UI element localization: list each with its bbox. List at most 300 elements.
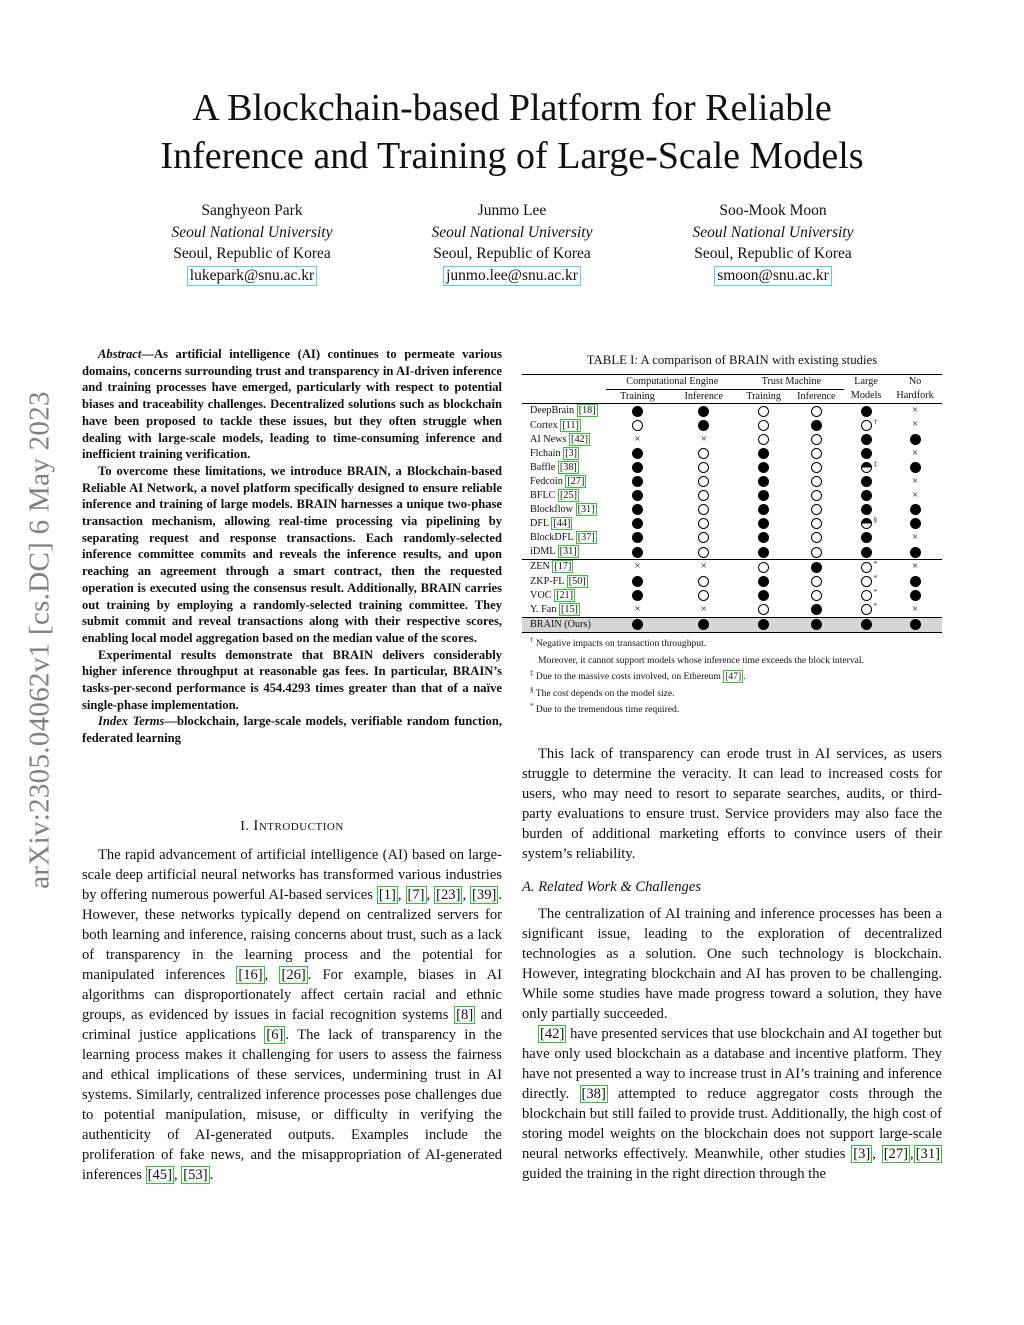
author-email-link[interactable]: junmo.lee@snu.ac.kr xyxy=(443,266,581,286)
table-cell xyxy=(844,560,888,575)
table-cell xyxy=(606,603,669,618)
table-cell xyxy=(606,489,669,503)
table-cell xyxy=(789,446,844,460)
citation-link[interactable]: [53] xyxy=(183,1167,208,1183)
full-circle-icon xyxy=(861,448,872,459)
empty-circle-icon xyxy=(758,406,769,417)
table-cell xyxy=(888,531,942,545)
full-circle-icon xyxy=(861,406,872,417)
citation-link[interactable]: [38] xyxy=(559,461,577,473)
table-cell xyxy=(844,545,888,560)
full-circle-icon xyxy=(632,518,643,529)
table-cell xyxy=(789,503,844,517)
footnote xyxy=(530,700,942,717)
citation-link[interactable]: [38] xyxy=(581,1086,606,1102)
section-title: Introduction xyxy=(253,818,344,834)
study-name xyxy=(522,603,606,618)
empty-circle-icon xyxy=(698,590,709,601)
cross-mark: × xyxy=(634,602,641,615)
table-cell xyxy=(606,404,669,419)
study-name xyxy=(522,475,606,489)
table-cell xyxy=(739,574,789,588)
table-cell xyxy=(606,461,669,475)
table-cell xyxy=(844,574,888,588)
table-cell xyxy=(669,560,739,575)
table-cell xyxy=(606,560,669,575)
study-name xyxy=(522,574,606,588)
study-name xyxy=(522,461,606,475)
study-name xyxy=(522,588,606,602)
cross-mark: × xyxy=(911,560,919,573)
full-circle-icon xyxy=(861,532,872,543)
citation-link[interactable]: [27] xyxy=(567,475,585,487)
table-cell xyxy=(669,446,739,460)
table-cell xyxy=(789,432,844,446)
table-cell xyxy=(888,517,942,531)
table-cell xyxy=(789,517,844,531)
citation-link[interactable]: [45] xyxy=(147,1167,172,1183)
abstract-label: Abstract xyxy=(98,347,142,361)
table-cell xyxy=(606,432,669,446)
table-row xyxy=(522,560,942,575)
table-row xyxy=(522,461,942,475)
table-cell xyxy=(789,489,844,503)
author-block-1 xyxy=(137,200,367,286)
author-location: Seoul, Republic of Korea xyxy=(433,245,591,262)
citation-link[interactable]: [3] xyxy=(853,1146,871,1162)
table-cell xyxy=(606,418,669,432)
table-cell xyxy=(739,418,789,432)
cross-mark: × xyxy=(911,446,919,459)
citation-link[interactable]: [37] xyxy=(577,532,595,544)
table-cell xyxy=(789,617,844,632)
empty-circle-icon xyxy=(811,590,822,601)
footnote-mark: * xyxy=(873,559,878,568)
table-footnotes xyxy=(530,634,942,717)
text-run: . xyxy=(209,1167,214,1183)
cross-mark: × xyxy=(700,432,707,445)
citation-link[interactable]: [42] xyxy=(571,433,589,445)
table-cell xyxy=(669,517,739,531)
citation-link[interactable]: [15] xyxy=(560,603,578,615)
table-cell xyxy=(844,588,888,602)
table-cell xyxy=(739,517,789,531)
abstract-p3: Experimental results demonstrate that BRAIN delivers considerably higher inference throughput at reasonable gas fees. In particular, BRAIN’s tasks-per-second performance is 454.4293 times greater than that of a naïve single-phase implementation. xyxy=(82,647,502,712)
study-label: ZKP-FL xyxy=(530,575,567,587)
footnote-mark: ‡ xyxy=(530,669,534,678)
text-run: have presented services that use blockchain and AI together but have only used blockchain as a database and incentive platform. They have not presented a way to increase trust in AI’s training and inference directly. xyxy=(522,1026,942,1102)
related-work-paragraph-2 xyxy=(522,1024,942,1184)
index-terms: blockchain, large-scale models, verifiable random function, federated learning xyxy=(82,714,502,746)
footnote-text: Negative impacts on transaction throughput. xyxy=(533,638,707,650)
author-block-2 xyxy=(397,200,627,286)
study-label: Baffle xyxy=(530,461,558,473)
citation-link[interactable]: [31] xyxy=(915,1146,940,1162)
study-name xyxy=(522,446,606,460)
table-row xyxy=(522,418,942,432)
footnote xyxy=(530,651,942,668)
subheader-training: Training xyxy=(606,389,669,404)
citation-link[interactable]: [3] xyxy=(565,447,577,459)
citation-link[interactable]: [7] xyxy=(407,887,425,903)
table-cell xyxy=(669,489,739,503)
table-cell xyxy=(888,461,942,475)
study-label: BFLC xyxy=(530,490,559,501)
study-name xyxy=(522,531,606,545)
full-circle-icon xyxy=(632,576,643,587)
full-circle-icon xyxy=(698,406,709,417)
empty-circle-icon xyxy=(811,462,822,473)
footnote-mark: ‡ xyxy=(873,459,878,468)
empty-circle-icon xyxy=(811,532,822,543)
table-row xyxy=(522,503,942,517)
empty-circle-icon xyxy=(861,573,878,587)
full-circle-icon xyxy=(758,518,769,529)
text-run: . For example, biases in AI algorithms can disproportionately affect certain racial and ethnic groups, as evidenced by issues in facial recognition systems xyxy=(82,967,503,1023)
cross-mark: × xyxy=(911,418,919,431)
study-name xyxy=(522,404,606,419)
half-circle-icon xyxy=(861,516,878,529)
cross-mark: × xyxy=(634,560,641,573)
table-cell xyxy=(739,432,789,446)
table-row xyxy=(522,517,942,531)
empty-circle-icon xyxy=(811,476,822,487)
footnote-mark: * xyxy=(873,587,878,596)
empty-circle-icon xyxy=(632,420,643,431)
full-circle-icon xyxy=(910,547,921,558)
study-name xyxy=(522,432,606,446)
study-label: DFL xyxy=(530,518,552,530)
text-run: attempted to reduce aggregator costs through the blockchain but still failed to provide trust. Additionally, the high cost of storing model weights on the blockchain does not support large-scale neural networks effectively. Meanwhile, other studies xyxy=(522,1086,942,1162)
citation-link[interactable]: [39] xyxy=(472,887,497,903)
study-name xyxy=(522,489,606,503)
table-cell xyxy=(789,418,844,432)
footnote-mark: § xyxy=(530,685,534,694)
full-circle-icon xyxy=(632,476,643,487)
citation-link[interactable]: [31] xyxy=(577,504,595,516)
full-circle-icon xyxy=(632,619,643,630)
table-row xyxy=(522,574,942,588)
table-cell xyxy=(888,432,942,446)
text-run: The rapid advancement of artificial intelligence (AI) based on large-scale deep artificial neural networks has transformed various industries by offering numerous powerful AI-based services xyxy=(82,847,502,903)
table-cell xyxy=(888,560,942,575)
text-run: guided the training in the right direction through the xyxy=(522,1166,826,1182)
table-row xyxy=(522,432,942,446)
full-circle-icon xyxy=(861,547,872,558)
header-models: Models xyxy=(850,390,882,402)
empty-circle-icon xyxy=(698,532,709,543)
study-name xyxy=(522,418,606,432)
table-row-ours xyxy=(522,617,942,632)
table-cell xyxy=(888,574,942,588)
full-circle-icon xyxy=(758,504,769,515)
empty-circle-icon xyxy=(811,406,822,417)
table-cell xyxy=(739,560,789,575)
study-label: Cortex xyxy=(530,419,561,431)
header-computational-engine: Computational Engine xyxy=(606,375,739,390)
table-cell xyxy=(844,517,888,531)
abstract-p1: As artificial intelligence (AI) continues to permeate various domains, concerns surrounding trust and transparency in AI-driven inference and training processes have emerged, particularly with respect to potential biases and traceability challenges. Decentralized solutions such as blockchain have been proposed to tackle these issues, but they often struggle when dealing with large-scale models, leading to time-consuming inference and inefficient training verification. xyxy=(82,347,502,462)
author-affiliation: Seoul National University xyxy=(692,223,854,241)
study-name xyxy=(522,503,606,517)
abstract: Abstract—As artificial intelligence (AI) continues to permeate various domains, concerns surrounding trust and transparency in AI-driven inference and training processes have emerged, particularly with respect to potential biases and traceability challenges. Decentralized solutions such as blockchain have been proposed to tackle these issues, but they often struggle when dealing with large-scale models, leading to time-consuming inference and inefficient training verification. To overcome these limitations, we introduce BRAIN, a Blockchain-based Reliable AI Network, a novel platform specifically designed to ensure reliable inference and training of large models. BRAIN harnesses a unique two-phase transaction mechanism, allowing real-time processing via pipelining by separating request and response transactions. Each randomly-selected inference committee commits and reveals the inference results, and upon reaching an agreement through a smart contract, then the requested operation is executed using the consensus result. Additionally, BRAIN carries out training by employing a randomly-selected training committee. They submit commit and reveal transactions along with their respective scores, enabling local model aggregation based on the median value of the scores. Experimental results demonstrate that BRAIN delivers considerably higher inference throughput at reasonable gas fees. In particular, BRAIN’s tasks-per-second performance is 454.4293 times greater than that of a naïve single-phase implementation. Index Terms—blockchain, large-scale models, verifiable random function, federated learning xyxy=(82,347,502,746)
table-row xyxy=(522,603,942,618)
table-cell xyxy=(606,446,669,460)
section-number: I. xyxy=(240,819,250,834)
full-circle-icon xyxy=(632,590,643,601)
table-cell xyxy=(789,531,844,545)
index-terms-label: Index Terms xyxy=(98,714,165,729)
table-caption: TABLE I: A comparison of BRAIN with existing studies xyxy=(586,353,878,367)
arxiv-id: arXiv:2305.04062v1 [cs.DC] 6 May 2023 xyxy=(23,391,56,889)
full-circle-icon xyxy=(811,619,822,630)
citation-link[interactable]: [16] xyxy=(238,967,263,983)
study-name: BRAIN (Ours) xyxy=(522,617,606,632)
citation-link[interactable]: [27] xyxy=(883,1146,909,1162)
arxiv-watermark xyxy=(20,350,60,930)
table-cell xyxy=(606,617,669,632)
footnote-text: . xyxy=(743,671,746,683)
author-block-3 xyxy=(658,200,888,286)
study-label: Y. Fan xyxy=(530,603,559,615)
table-cell xyxy=(739,404,789,419)
empty-circle-icon xyxy=(811,576,822,587)
table-cell xyxy=(606,517,669,531)
empty-circle-icon xyxy=(698,518,709,529)
table-cell xyxy=(669,461,739,475)
subheader-training: Training xyxy=(739,389,789,404)
full-circle-icon xyxy=(632,547,643,558)
table-cell xyxy=(888,603,942,618)
header-large: Large xyxy=(844,375,888,390)
citation-link[interactable]: [21] xyxy=(556,589,574,601)
footnote xyxy=(530,667,942,684)
table-row xyxy=(522,588,942,602)
full-circle-icon xyxy=(758,462,769,473)
text-run: , xyxy=(173,1167,182,1183)
table-row xyxy=(522,489,942,503)
footnote-mark: † xyxy=(530,636,534,644)
empty-circle-icon xyxy=(698,547,709,558)
table-row xyxy=(522,545,942,560)
table-cell xyxy=(888,404,942,419)
empty-circle-icon xyxy=(811,518,822,529)
table-cell xyxy=(669,603,739,618)
cross-mark: × xyxy=(634,432,641,445)
table-cell xyxy=(669,475,739,489)
empty-circle-icon xyxy=(861,601,878,615)
full-circle-icon xyxy=(698,420,709,431)
table-cell xyxy=(888,489,942,503)
empty-circle-icon xyxy=(758,420,769,431)
text-run: and criminal justice applications xyxy=(82,1007,502,1043)
table-cell xyxy=(739,446,789,460)
table-cell xyxy=(789,404,844,419)
full-circle-icon xyxy=(811,420,822,431)
text-run: . The lack of transparency in the learning process makes it challenging for users to assess the fairness and ethical implications of these services, undermining trust in AI systems. Similarly, centralized inference processes pose challenges due to potential manipulation, misuse, or difficulty in verifying the authenticity of AI-generated outputs. Examples include the proliferation of fake news, and the misappropriation of AI-generated inferences xyxy=(82,1027,502,1183)
table-cell xyxy=(844,475,888,489)
full-circle-icon xyxy=(811,604,822,615)
table-cell xyxy=(669,574,739,588)
empty-circle-icon xyxy=(811,504,822,515)
citation-link[interactable]: [11] xyxy=(562,419,579,431)
citation-link[interactable]: [31] xyxy=(559,546,577,558)
table-cell xyxy=(888,545,942,560)
table-cell xyxy=(669,617,739,632)
table-cell xyxy=(669,418,739,432)
citation-link[interactable]: [26] xyxy=(281,967,306,983)
text-run: , xyxy=(462,887,471,903)
subheader-inference: Inference xyxy=(669,389,739,404)
empty-circle-icon xyxy=(698,476,709,487)
left-column-body xyxy=(82,816,502,1185)
empty-circle-icon xyxy=(811,448,822,459)
full-circle-icon xyxy=(910,434,921,445)
paper-title xyxy=(0,84,1024,180)
table-cell xyxy=(844,489,888,503)
footnote xyxy=(530,684,942,701)
study-label: VOC xyxy=(530,589,555,601)
table-cell xyxy=(789,560,844,575)
author-name: Sanghyeon Park xyxy=(201,202,303,219)
author-affiliation: Seoul National University xyxy=(431,223,593,241)
text-run: . However, these networks typically depend on centralized servers for both learning and inference, raising concerns about trust, such as a lack of transparency in the learning process and the potential for manipulated inferences xyxy=(82,887,503,983)
table-cell xyxy=(888,617,942,632)
full-circle-icon xyxy=(758,476,769,487)
study-label: ZEN xyxy=(530,561,553,573)
full-circle-icon xyxy=(632,406,643,417)
study-name xyxy=(522,517,606,531)
table-cell xyxy=(739,545,789,560)
full-circle-icon xyxy=(861,619,872,630)
footnote-mark: * xyxy=(873,601,878,610)
citation-link[interactable]: [8] xyxy=(456,1007,474,1023)
full-circle-icon xyxy=(632,490,643,501)
citation-link[interactable]: [23] xyxy=(436,887,461,903)
study-label: Blockflow xyxy=(530,504,576,516)
cross-mark: × xyxy=(911,602,919,615)
abstract-p2: To overcome these limitations, we introduce BRAIN, a Blockchain-based Reliable AI Network, a novel platform specifically designed to ensure reliable inference and training of large models. BRAIN harnesses a unique two-phase transaction mechanism, allowing real-time processing via pipelining by separating request and response transactions. Each randomly-selected inference committee commits and reveals the inference results, and upon reaching an agreement through a smart contract, then the requested operation is executed using the consensus result. Additionally, BRAIN carries out training by employing a randomly-selected training committee. They submit commit and reveal transactions along with their respective scores, enabling local model aggregation based on the median value of the scores. xyxy=(82,463,502,645)
full-circle-icon xyxy=(910,619,921,630)
citation-link[interactable]: [44] xyxy=(553,518,571,530)
study-label: DeepBrain xyxy=(530,405,577,417)
author-affiliation: Seoul National University xyxy=(171,223,333,241)
table-cell xyxy=(888,588,942,602)
citation-link[interactable]: [17] xyxy=(554,561,572,573)
author-email-link[interactable]: lukepark@snu.ac.kr xyxy=(187,266,317,286)
half-circle-icon xyxy=(861,459,878,473)
citation-link[interactable]: [50] xyxy=(568,575,586,587)
full-circle-icon xyxy=(632,462,643,473)
full-circle-icon xyxy=(698,619,709,630)
footnote-text: Moreover, it cannot support models whose inference time exceeds the block interval. xyxy=(538,654,864,666)
empty-circle-icon xyxy=(811,434,822,445)
table-cell xyxy=(844,404,888,419)
study-name xyxy=(522,560,606,575)
empty-circle-icon xyxy=(698,448,709,459)
full-circle-icon xyxy=(758,576,769,587)
empty-circle-icon xyxy=(758,562,769,573)
citation-link[interactable]: [42] xyxy=(540,1026,565,1042)
empty-circle-icon xyxy=(758,434,769,445)
section-heading-intro xyxy=(82,816,502,837)
table-cell xyxy=(844,418,888,432)
empty-circle-icon xyxy=(698,462,709,473)
empty-circle-icon xyxy=(861,559,878,573)
empty-circle-icon xyxy=(861,417,878,431)
table-cell xyxy=(669,588,739,602)
table-cell xyxy=(606,503,669,517)
table-cell xyxy=(739,603,789,618)
study-label: iDML xyxy=(530,546,558,558)
table-cell xyxy=(606,545,669,560)
footnote-mark: * xyxy=(873,573,878,582)
cross-mark: × xyxy=(700,602,707,615)
table-cell xyxy=(606,531,669,545)
table-cell xyxy=(669,503,739,517)
empty-circle-icon xyxy=(811,490,822,501)
table-cell xyxy=(888,418,942,432)
table-cell xyxy=(844,503,888,517)
cross-mark: × xyxy=(911,488,919,501)
citation-link[interactable]: [18] xyxy=(578,405,596,417)
full-circle-icon xyxy=(632,532,643,543)
citation-link[interactable]: [1] xyxy=(378,887,396,903)
table-row xyxy=(522,531,942,545)
cross-mark: × xyxy=(700,560,707,573)
table-cell xyxy=(669,545,739,560)
full-circle-icon xyxy=(632,448,643,459)
full-circle-icon xyxy=(910,590,921,601)
table-cell xyxy=(789,461,844,475)
table-cell xyxy=(844,603,888,618)
table-cell xyxy=(789,588,844,602)
author-location: Seoul, Republic of Korea xyxy=(694,245,852,262)
full-circle-icon xyxy=(632,504,643,515)
table-cell xyxy=(789,603,844,618)
full-circle-icon xyxy=(861,434,872,445)
table-cell xyxy=(669,404,739,419)
footnote-text: Due to the tremendous time required. xyxy=(533,704,680,716)
table-row xyxy=(522,404,942,419)
full-circle-icon xyxy=(811,562,822,573)
author-email-link[interactable]: smoon@snu.ac.kr xyxy=(714,266,832,286)
table-row xyxy=(522,475,942,489)
text-run: , xyxy=(872,1146,882,1162)
table-cell xyxy=(844,531,888,545)
table-cell xyxy=(739,617,789,632)
empty-circle-icon xyxy=(861,587,878,601)
full-circle-icon xyxy=(758,547,769,558)
text-run: , xyxy=(426,887,435,903)
table-cell xyxy=(739,588,789,602)
table-cell xyxy=(789,574,844,588)
citation-link[interactable]: [47] xyxy=(725,671,742,683)
citation-link[interactable]: [6] xyxy=(266,1027,284,1043)
subheader-inference: Inference xyxy=(789,389,844,404)
footnote-text: Due to the massive costs involved, on Ethereum xyxy=(533,671,724,683)
table-cell xyxy=(888,446,942,460)
table-cell xyxy=(844,617,888,632)
citation-link[interactable]: [25] xyxy=(560,490,578,501)
full-circle-icon xyxy=(861,476,872,487)
footnote-mark: † xyxy=(873,417,878,426)
table-cell xyxy=(844,461,888,475)
table-cell xyxy=(739,531,789,545)
table-cell xyxy=(669,531,739,545)
study-label: Flchain xyxy=(530,447,564,459)
author-name: Soo-Mook Moon xyxy=(719,202,827,219)
